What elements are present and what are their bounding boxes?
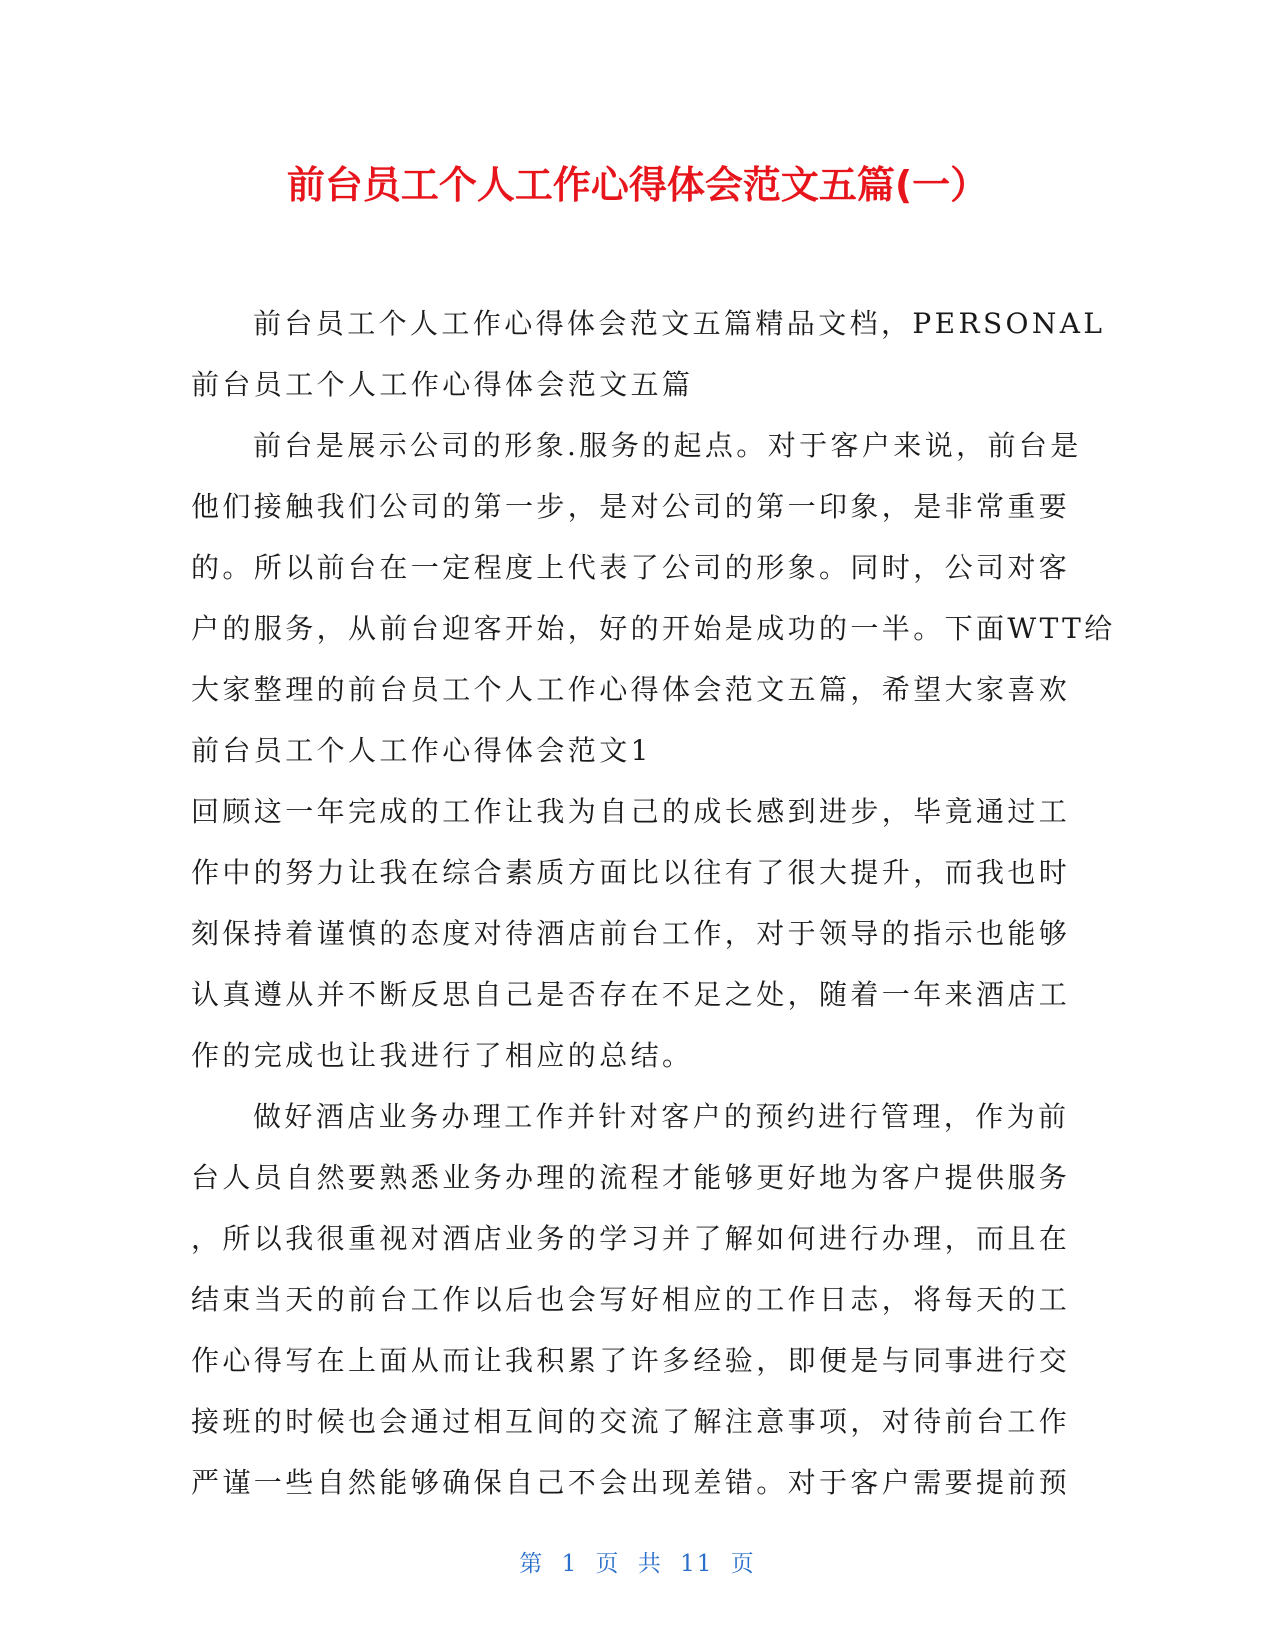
body-line: 认真遵从并不断反思自己是否存在不足之处，随着一年来酒店工 xyxy=(191,978,1071,1011)
page-word: 页 xyxy=(595,1551,621,1577)
body-line: 作的完成也让我进行了相应的总结。 xyxy=(191,1039,694,1072)
body-line: 户的服务，从前台迎客开始，好的开始是成功的一半。下面WTT给 xyxy=(191,612,1116,645)
body-line: 台人员自然要熟悉业务办理的流程才能够更好地为客户提供服务 xyxy=(191,1161,1071,1194)
current-page-number: 1 xyxy=(561,1551,579,1577)
body-line: 前台是展示公司的形象.服务的起点。对于客户来说，前台是 xyxy=(253,429,1082,462)
document-title: 前台员工个人工作心得体会范文五篇(一） xyxy=(286,163,989,207)
page-label: 第 xyxy=(519,1551,545,1577)
page-word-end: 页 xyxy=(730,1551,756,1577)
body-line: 接班的时候也会通过相互间的交流了解注意事项，对待前台工作 xyxy=(191,1405,1071,1438)
body-line: 作中的努力让我在综合素质方面比以往有了很大提升，而我也时 xyxy=(191,856,1071,889)
section-heading: 前台员工个人工作心得体会范文1 xyxy=(191,734,652,767)
total-pages-number: 11 xyxy=(680,1551,714,1577)
body-line: ，所以我很重视对酒店业务的学习并了解如何进行办理，而且在 xyxy=(191,1222,1071,1255)
body-line: 他们接触我们公司的第一步，是对公司的第一印象，是非常重要 xyxy=(191,490,1071,523)
document-body xyxy=(191,293,1116,1513)
body-line: 结束当天的前台工作以后也会写好相应的工作日志，将每天的工 xyxy=(191,1283,1071,1316)
total-label: 共 xyxy=(637,1551,663,1577)
body-line: 前台员工个人工作心得体会范文五篇 xyxy=(191,368,694,401)
body-line: 作心得写在上面从而让我积累了许多经验，即便是与同事进行交 xyxy=(191,1344,1071,1377)
body-line: 前台员工个人工作心得体会范文五篇精品文档，PERSONAL xyxy=(253,307,1106,340)
body-line: 大家整理的前台员工个人工作心得体会范文五篇，希望大家喜欢 xyxy=(191,673,1071,706)
page-footer xyxy=(0,1545,1275,1578)
body-line: 严谨一些自然能够确保自己不会出现差错。对于客户需要提前预 xyxy=(191,1466,1071,1499)
body-line: 刻保持着谨慎的态度对待酒店前台工作，对于领导的指示也能够 xyxy=(191,917,1071,950)
body-line: 的。所以前台在一定程度上代表了公司的形象。同时，公司对客 xyxy=(191,551,1071,584)
body-line: 做好酒店业务办理工作并针对客户的预约进行管理，作为前 xyxy=(253,1100,1070,1133)
body-line: 回顾这一年完成的工作让我为自己的成长感到进步，毕竟通过工 xyxy=(191,795,1071,828)
